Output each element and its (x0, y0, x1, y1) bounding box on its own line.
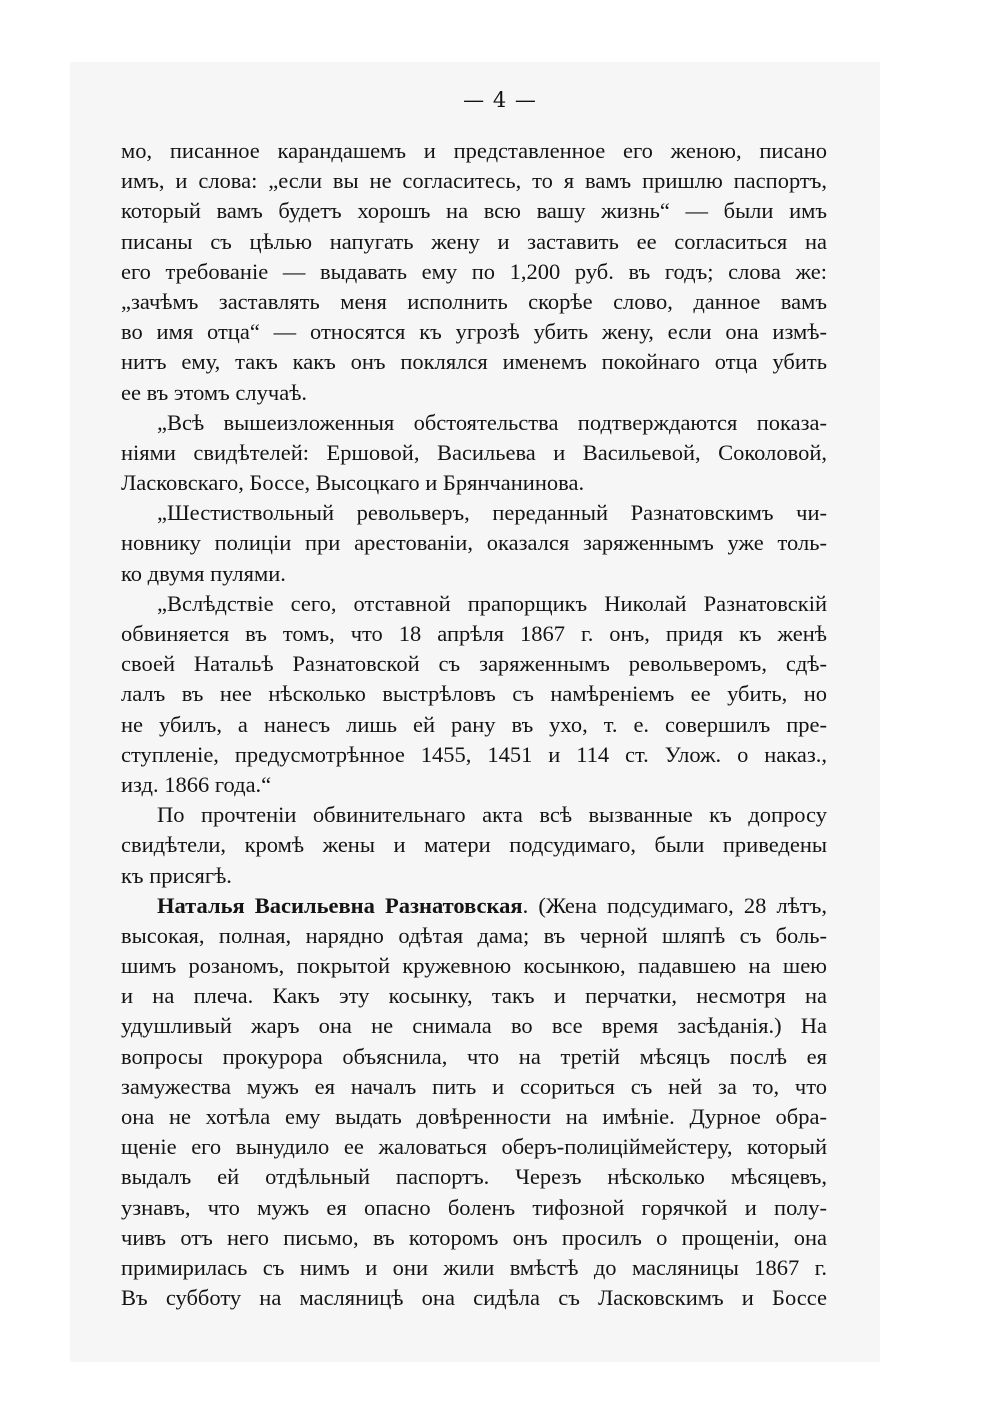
text-line: По прочтеніи обвинительнаго акта всѣ вызванные къ допросу (157, 802, 827, 828)
text-line: щеніе его вынудило ее жаловаться оберъ-полиціймейстеру, который (121, 1134, 827, 1160)
paragraph (121, 589, 827, 800)
paragraph (121, 891, 827, 1314)
page-number: — 4 — (463, 88, 537, 112)
text-line: выдалъ ей отдѣльный паспортъ. Черезъ нѣсколько мѣсяцевъ, (121, 1164, 827, 1190)
text-line: „Шестиствольный револьверъ, переданный Разнатовскимъ чи- (157, 500, 827, 526)
text-line: удушливый жаръ она не снимала во все время засѣданія.) На (121, 1013, 827, 1039)
text-line: имъ, и слова: „если вы не согласитесь, то я вамъ пришлю паспортъ, (121, 168, 827, 194)
text-fragment: . (Жена подсудимаго, 28 лѣтъ, (522, 892, 827, 918)
text-line: изд. 1866 года.“ (121, 771, 272, 797)
text-line: и на плеча. Какъ эту косынку, такъ и перчатки, несмотря на (121, 983, 827, 1009)
text-line: ко двумя пулями. (121, 560, 286, 586)
text-line: ступленіе, предусмотрѣнное 1455, 1451 и 114 ст. Улож. о наказ., (121, 741, 827, 767)
text-line: нитъ ему, такъ какъ онъ поклялся именемъ покойнаго отца убить (121, 349, 827, 375)
body-text (121, 136, 827, 1313)
text-line: „зачѣмъ заставлять меня исполнить скорѣе слово, данное вамъ (121, 288, 827, 314)
text-line: къ присягѣ. (121, 862, 232, 888)
paragraph (121, 498, 827, 589)
paragraph (121, 800, 827, 891)
text-line: высокая, полная, нарядно одѣтая дама; въ черной шляпѣ съ боль- (121, 922, 827, 948)
text-line: Въ субботу на масляницѣ она сидѣла съ Ласковскимъ и Боссе (121, 1285, 827, 1311)
text-line: она не хотѣла ему выдать довѣренности на имѣніе. Дурное обра- (121, 1104, 827, 1129)
text-line: который вамъ будетъ хорошъ на всю вашу жизнь“ — были имъ (121, 198, 827, 224)
paragraph (121, 136, 827, 408)
text-line (121, 891, 827, 921)
text-line: вопросы прокурора объяснила, что на третій мѣсяцъ послѣ ея (121, 1043, 827, 1069)
text-line: новнику полиціи при арестованіи, оказался заряженнымъ уже толь- (121, 530, 827, 556)
text-line: мо, писанное карандашемъ и представленное его женою, писано (121, 138, 827, 163)
text-line: „Вслѣдствіе сего, отставной прапорщикъ Николай Разнатовскій (157, 590, 827, 616)
text-line: „Всѣ вышеизложенныя обстоятельства подтверждаются показа- (157, 409, 827, 435)
speaker-name: Наталья Васильевна Разнатовская (157, 892, 523, 918)
text-line: примирилась съ нимъ и они жили вмѣстѣ до масляницы 1867 г. (121, 1254, 827, 1280)
text-line: ніями свидѣтелей: Ершовой, Васильева и Васильевой, Соколовой, (121, 439, 827, 465)
text-line: чивъ отъ него письмо, въ которомъ онъ просилъ о прощеніи, она (121, 1224, 827, 1250)
text-line: узнавъ, что мужъ ея опасно боленъ тифозной горячкой и полу- (121, 1194, 827, 1220)
text-line: замужества мужъ ея началъ пить и ссориться съ ней за то, что (121, 1073, 827, 1099)
text-line: обвиняется въ томъ, что 18 апрѣля 1867 г. онъ, придя къ женѣ (121, 621, 827, 646)
text-line: Ласковскаго, Боссе, Высоцкаго и Брянчанинова. (121, 470, 585, 496)
text-line: во имя отца“ — относятся къ угрозѣ убить жену, если она измѣ- (121, 319, 827, 345)
paragraph (121, 408, 827, 499)
text-line: ее въ этомъ случаѣ. (121, 379, 308, 405)
text-line: писаны съ цѣлью напугать жену и заставить ее согласиться на (121, 228, 827, 254)
text-line: шимъ розаномъ, покрытой кружевною косынкою, падавшею на шею (121, 953, 827, 979)
text-line: не убилъ, а нанесъ лишь ей рану въ ухо, т. е. совершилъ пре- (121, 711, 827, 737)
text-line: своей Натальѣ Разнатовской съ заряженнымъ револьверомъ, сдѣ- (121, 651, 827, 677)
text-line: его требованіе — выдавать ему по 1,200 руб. въ годъ; слова же: (121, 258, 827, 284)
text-line: свидѣтели, кромѣ жены и матери подсудимаго, были приведены (121, 832, 827, 858)
text-line: лалъ въ нее нѣсколько выстрѣловъ съ намѣреніемъ ее убить, но (121, 681, 827, 707)
